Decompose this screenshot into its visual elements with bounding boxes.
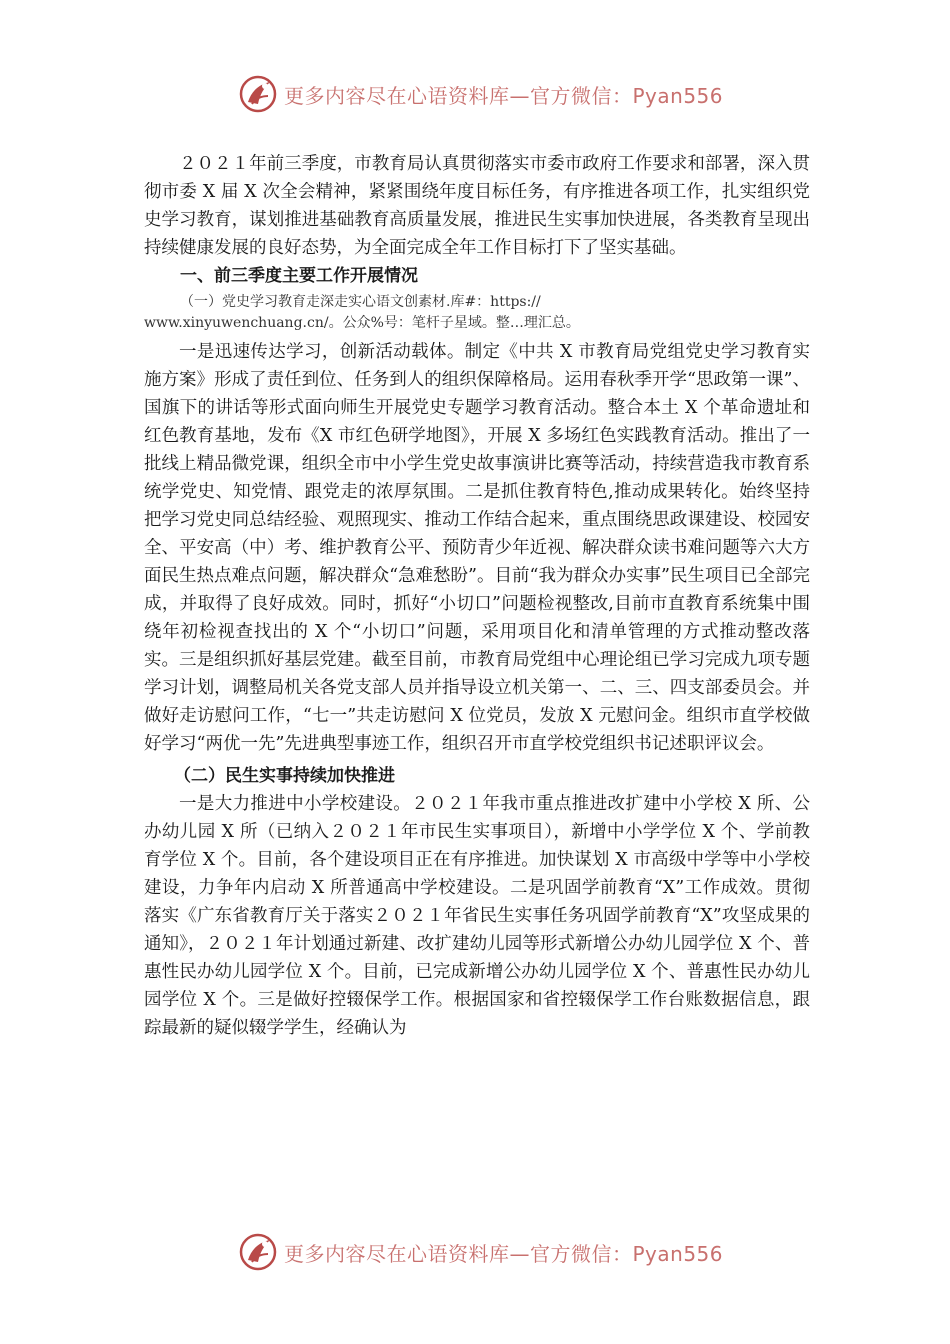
intro-paragraph: ２０２１年前三季度，市教育局认真贯彻落实市委市政府工作要求和部署，深入贯彻市委 X 届 X 次全会精神，紧紧围绕年度目标任务，有序推进各项工作，扎实组织党史学习教育，谋划推进基础教育高质量发展，推进民生实事加快进展，各类教育呈现出持续健康发展的良好态势，为全面完成全年工作目标打下了坚实基础。 xyxy=(144,154,810,258)
subsection-note-line2: www.xinyuwenchuang.cn/。公众%号：笔杆子星域。整…理汇总。 xyxy=(144,315,580,331)
subsection-heading: （二）民生实事持续加快推进 xyxy=(174,766,395,786)
banner-text: 更多内容尽在心语资料库—官方微信：Pyan556 xyxy=(284,1241,724,1266)
body-paragraph: 一是迅速传达学习，创新活动载体。制定《中共 X 市教育局党组党史学习教育实施方案》形成了责任到位、任务到人的组织保障格局。运用春秋季开学“思政第一课”、国旗下的讲话等形式面向师生开展党史专题学习教育活动。整合本土 X 个革命遗址和红色教育基地，发布《X 市红色研学地图》，开展 X 多场红色实践教育活动。推出了一批线上精品微党课，组织全市中小学生党史故事演讲比赛等活动，持续营造我市教育系统学党史、知党情、跟党走的浓厚氛围。二是抓住教育特色,推动成果转化。始终坚持把学习党史同总结经验、观照现实、推动工作结合起来，重点围绕思政课建设、校园安全、平安高（中）考、维护教育公平、预防青少年近视、解决群众读书难问题等六大方面民生热点难点问题，解决群众“急难愁盼”。目前“我为群众办实事”民生项目已全部完成，并取得了良好成效。同时，抓好“小切口”问题检视整改,目前市直教育系统集中围绕年初检视查找出的 X 个“小切口”问题，采用项目化和清单管理的方式推动整改落实。三是组织抓好基层党建。截至目前，市教育局党组中心理论组已学习完成九项专题学习计划，调整局机关各党支部人员并指导设立机关第一、二、三、四支部委员会。并做好走访慰问工作，“七一”共走访慰问 X 位党员，发放 X 元慰问金。组织市直学校做好学习“两优一先”先进典型事迹工作，组织召开市直学校党组织书记述职评议会。 xyxy=(144,342,810,754)
subsection-note xyxy=(144,292,810,334)
section-heading: 一、前三季度主要工作开展情况 xyxy=(180,266,418,286)
flame-swirl-logo xyxy=(238,1232,278,1272)
body-paragraph-2: 一是大力推进中小学校建设。２０２１年我市重点推进改扩建中小学校 X 所、公办幼儿园 X 所（已纳入２０２１年市民生实事项目），新增中小学学位 X 个、学前教育学位 X 个。目前，各个建设项目正在有序推进。加快谋划 X 市高级中学等中小学校建设，力争年内启动 X 所普通高中学校建设。二是巩固学前教育“X”工作成效。贯彻落实《广东省教育厅关于落实２０２１年省民生实事任务巩固学前教育“X”攻坚成果的通知》，２０２１年计划通过新建、改扩建幼儿园等形式新增公办幼儿园学位 X 个、普惠性民办幼儿园学位 X 个。目前，已完成新增公办幼儿园学位 X 个、普惠性民办幼儿园学位 X 个。三是做好控辍保学工作。根据国家和省控辍保学工作台账数据信息，跟踪最新的疑似辍学学生，经确认为 xyxy=(144,794,810,1038)
header-banner xyxy=(238,72,758,116)
footer-banner xyxy=(238,1230,758,1274)
document-body xyxy=(144,150,810,1042)
banner-text: 更多内容尽在心语资料库—官方微信：Pyan556 xyxy=(284,83,724,108)
flame-swirl-logo xyxy=(238,74,278,114)
subsection-note-line1: （一）党史学习教育走深走实心语文创素材.库#：https:// xyxy=(180,294,541,310)
